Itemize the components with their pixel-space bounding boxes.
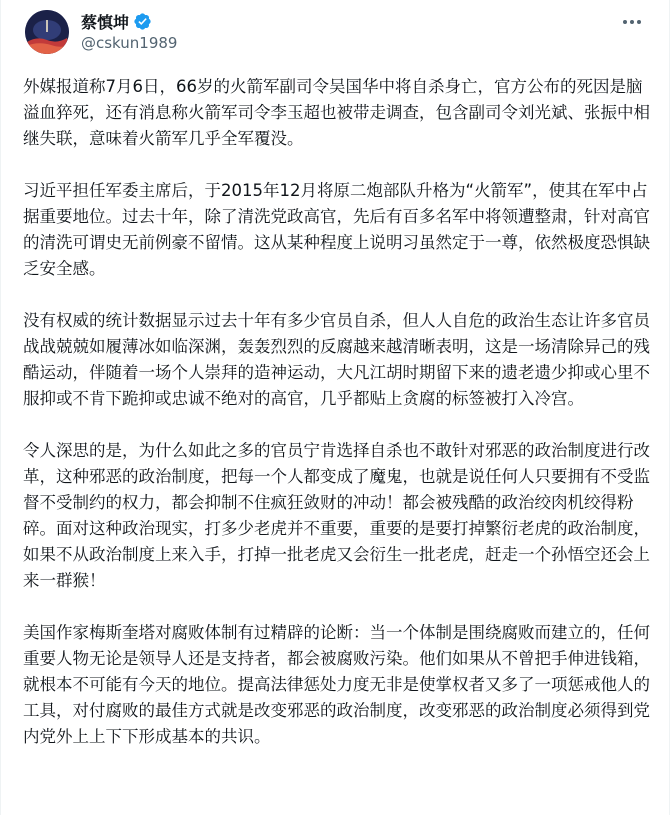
more-options-icon[interactable]	[619, 12, 645, 32]
paragraph-3: 没有权威的统计数据显示过去十年有多少官员自杀，但人人自危的政治生态让许多官员战战兢兢如履薄冰如临深渊，轰轰烈烈的反腐越来越清晰表明，这是一场清除异己的残酷运动，伴随着一场个人崇拜的造神运动，大凡江胡时期留下来的遗老遗少抑或心里不服抑或不肯下跪抑或忠诚不绝对的高官，几乎都贴上贪腐的标签被打入冷宫。	[23, 311, 650, 408]
author-names	[81, 10, 177, 52]
paragraph-5: 美国作家梅斯奎塔对腐败体制有过精辟的论断：当一个体制是围绕腐败而建立的，任何重要人物无论是领导人还是支持者，都会被腐败污染。他们如果从不曾把手伸进钱箱，就根本不可能有今天的地位。提高法律惩处力度无非是使掌权者又多了一项惩戒他人的工具，对付腐败的最佳方式就是改变邪恶的政治制度，改变邪恶的政治制度必须得到党内党外上上下下形成基本的共识。	[23, 623, 650, 746]
author-handle[interactable]: @cskun1989	[81, 34, 178, 52]
paragraph-2: 习近平担任军委主席后，于2015年12月将原二炮部队升格为“火箭军”，使其在军中占据重要地位。过去十年，除了清洗党政高官，先后有百多名军中将领遭整肃，针对高官的清洗可谓史无前例豪不留情。这从某种程度上说明习虽然定于一尊，依然极度恐惧缺乏安全感。	[23, 181, 650, 278]
paragraph-1: 外媒报道称7月6日，66岁的火箭军副司令吴国华中将自杀身亡，官方公布的死因是脑溢血猝死，还有消息称火箭军司令李玉超也被带走调查，包含副司令刘光斌、张振中相继失联，意味着火箭军几乎全军覆没。	[23, 77, 650, 148]
avatar-image	[25, 10, 69, 54]
avatar[interactable]	[25, 10, 69, 54]
post-header	[25, 10, 645, 58]
display-name[interactable]: 蔡慎坤	[81, 12, 130, 32]
paragraph-4: 令人深思的是，为什么如此之多的官员宁肯选择自杀也不敢针对邪恶的政治制度进行改革，这种邪恶的政治制度，把每一个人都变成了魔鬼，也就是说任何人只要拥有不受监督不受制约的权力，都会抑制不住疯狂敛财的冲动！都会被残酷的政治绞肉机绞得粉碎。面对这种政治现实，打多少老虎并不重要，重要的是要打掉繁衍老虎的政治制度，如果不从政治制度上来入手，打掉一批老虎又会衍生一批老虎，赶走一个孙悟空还会上来一群猴！	[23, 441, 650, 590]
post-text	[23, 74, 651, 776]
name-row	[81, 10, 177, 32]
verified-badge-icon	[133, 12, 152, 31]
